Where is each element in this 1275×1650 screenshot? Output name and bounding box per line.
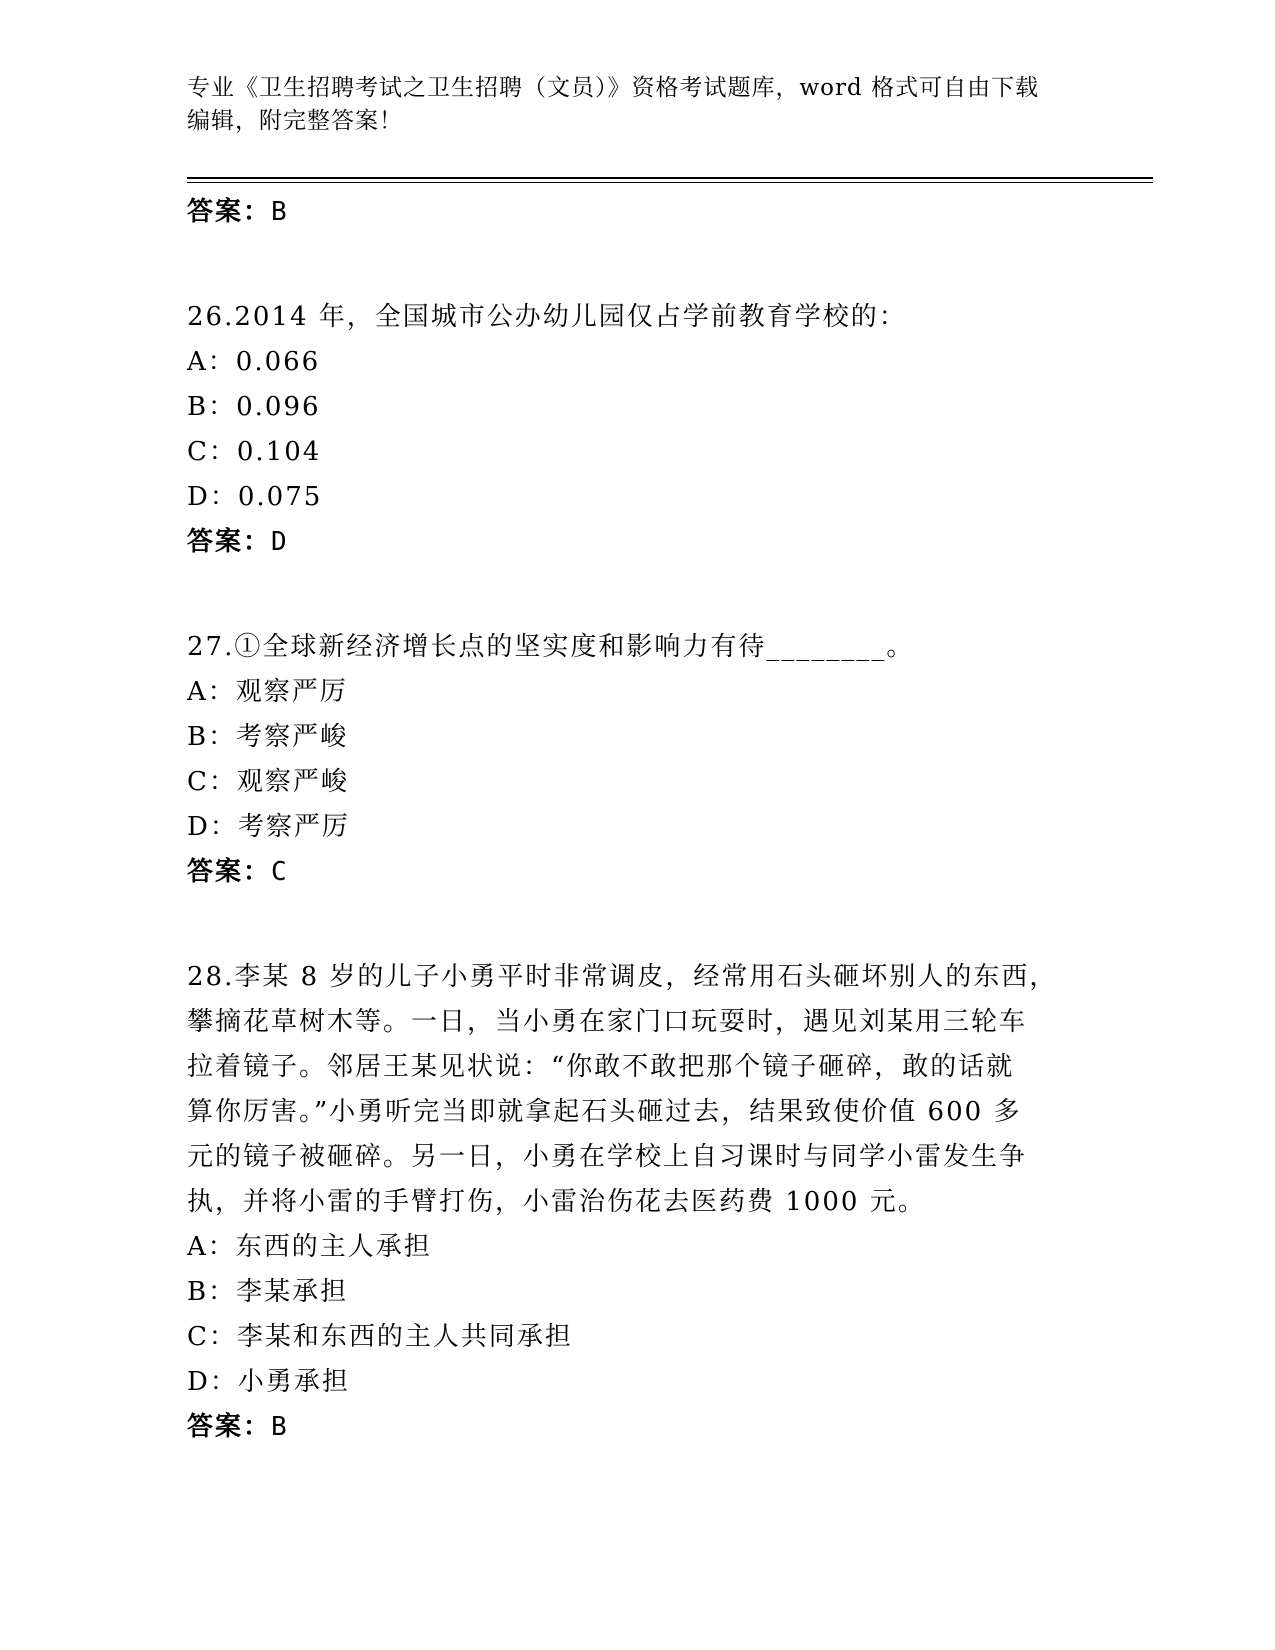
question-list	[187, 190, 1057, 1450]
option-d: D：0.075	[187, 482, 323, 512]
option-d: D：考察严厉	[187, 812, 350, 842]
header-divider-thin	[187, 182, 1153, 183]
answer-label: 答案：	[187, 857, 272, 887]
question-stem-line: 元的镜子被砸碎。另一日，小勇在学校上自习课时与同学小雷发生争	[187, 1142, 1028, 1172]
option-b: B：李某承担	[187, 1277, 349, 1307]
previous-answer	[187, 190, 1057, 235]
question-stem: 27.①全球新经济增长点的坚实度和影响力有待________。	[187, 632, 915, 662]
option-c: C：0.104	[187, 437, 322, 467]
question-26	[187, 295, 1057, 565]
option-a: A：东西的主人承担	[187, 1232, 432, 1262]
answer-label: 答案：	[187, 1412, 272, 1442]
header-line-2: 编辑，附完整答案！	[187, 108, 403, 134]
answer-label: 答案：	[187, 197, 272, 227]
question-answer	[187, 520, 1057, 565]
question-27	[187, 625, 1057, 895]
question-stem-line: 28.李某 8 岁的儿子小勇平时非常调皮，经常用石头砸坏别人的东西，	[187, 962, 1058, 992]
option-a: A：0.066	[187, 347, 321, 377]
document-header	[187, 72, 1067, 138]
option-b: B：考察严峻	[187, 722, 349, 752]
question-stem-line: 执，并将小雷的手臂打伤，小雷治伤花去医药费 1000 元。	[187, 1187, 926, 1217]
option-b: B：0.096	[187, 392, 321, 422]
answer-value: D	[271, 527, 289, 557]
answer-value: C	[271, 857, 289, 887]
question-answer	[187, 1405, 1057, 1450]
question-stem-line: 拉着镜子。邻居王某见状说：“你敢不敢把那个镜子砸碎，敢的话就	[187, 1052, 1015, 1082]
option-c: C：李某和东西的主人共同承担	[187, 1322, 573, 1352]
question-answer	[187, 850, 1057, 895]
question-28	[187, 955, 1057, 1450]
answer-value: B	[271, 197, 289, 227]
question-stem-line: 算你厉害。”小勇听完当即就拿起石头砸过去，结果致使价值 600 多	[187, 1097, 1022, 1127]
option-c: C：观察严峻	[187, 767, 349, 797]
answer-label: 答案：	[187, 527, 272, 557]
header-divider-thick	[187, 177, 1153, 179]
question-stem-line: 攀摘花草树木等。一日，当小勇在家门口玩耍时，遇见刘某用三轮车	[187, 1007, 1028, 1037]
option-a: A：观察严厉	[187, 677, 348, 707]
question-stem: 26.2014 年，全国城市公办幼儿园仅占学前教育学校的：	[187, 302, 907, 332]
answer-value: B	[271, 1412, 289, 1442]
header-line-1: 专业《卫生招聘考试之卫生招聘（文员）》资格考试题库，word 格式可自由下载	[187, 75, 1040, 101]
option-d: D：小勇承担	[187, 1367, 350, 1397]
